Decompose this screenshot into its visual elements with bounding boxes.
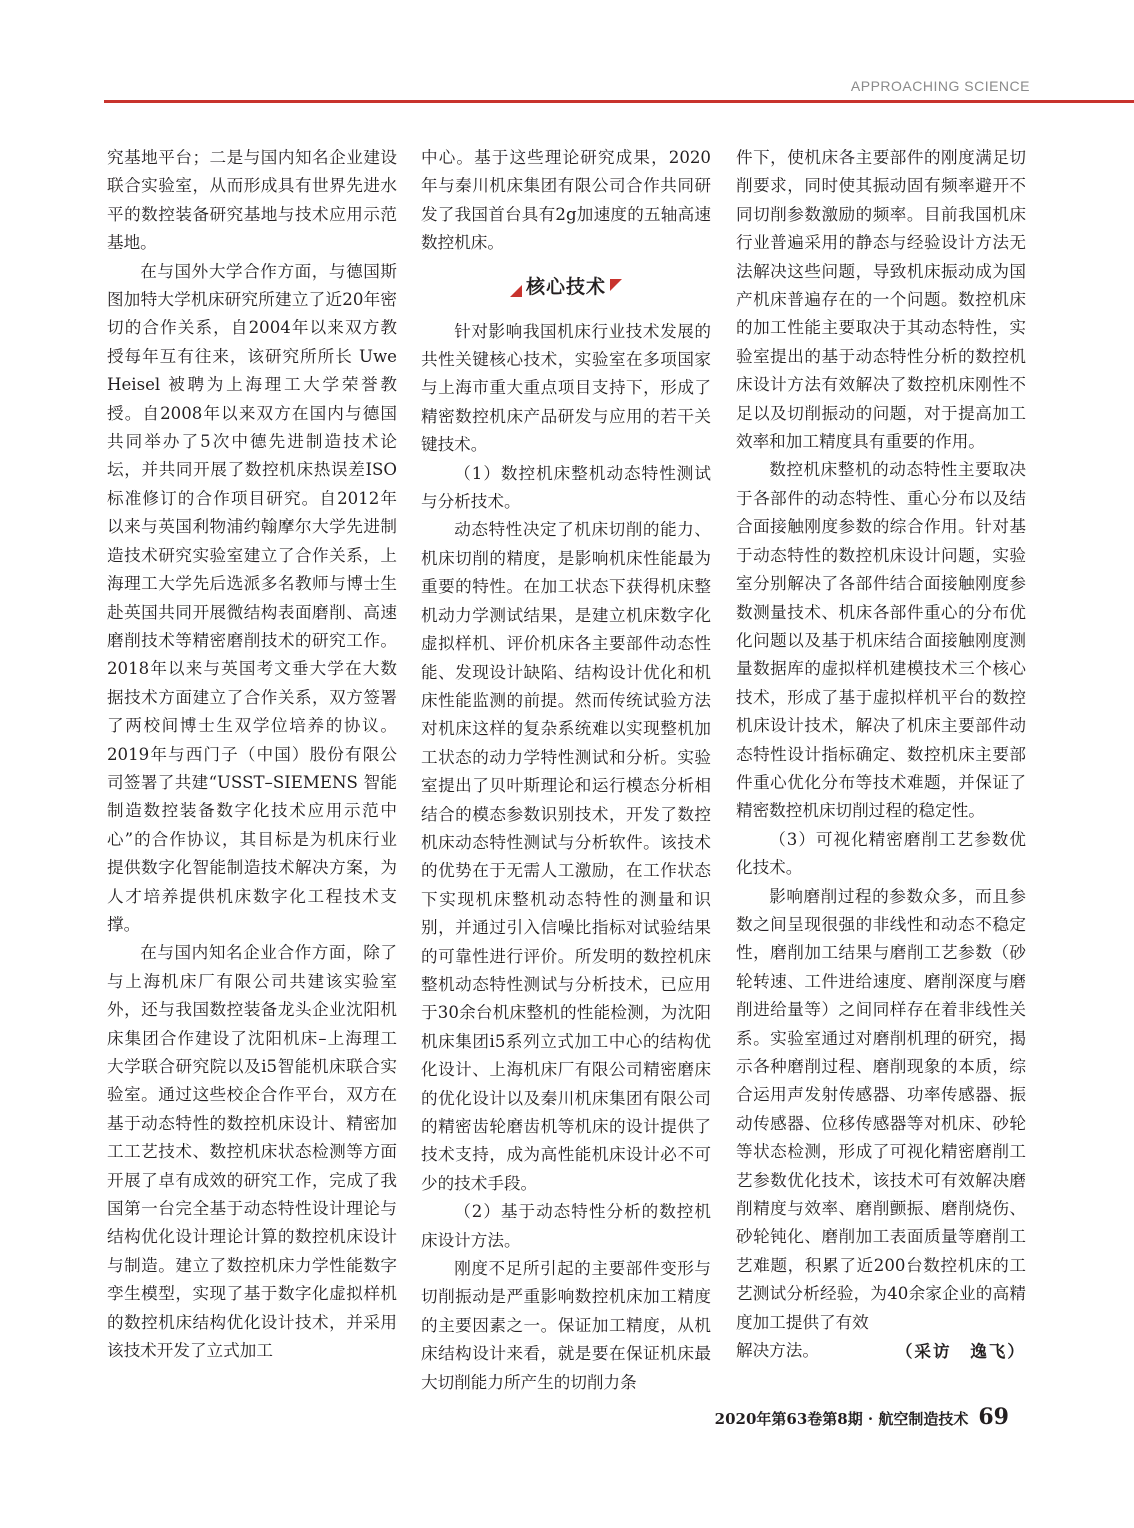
header-rule bbox=[104, 100, 1134, 103]
paragraph: 在与国内知名企业合作方面，除了与上海机床厂有限公司共建该实验室外，还与我国数控装备龙头企业沈阳机床集团合作建设了沈阳机床–上海理工大学联合研究院以及i5智能机床联合实验室。通过这些校企合作平台，双方在基于动态特性的数控机床设计、精密加工工艺技术、数控机床状态检测等方面开展了卓有成效的研究工作，完成了我国第一台完全基于动态特性设计理论与结构优化设计理论计算的数控机床设计与制造。建立了数控机床力学性能数字孪生模型，实现了基于数字化虚拟样机的数控机床结构优化设计技术，并采用该技术开发了立式加工 bbox=[107, 943, 397, 1361]
page-footer bbox=[715, 1404, 1009, 1430]
closing-line bbox=[736, 1337, 1026, 1365]
paragraph: 中心。基于这些理论研究成果，2020年与秦川机床集团有限公司合作共同研发了我国首台具有2g加速度的五轴高速数控机床。 bbox=[421, 148, 711, 253]
running-header: APPROACHING SCIENCE bbox=[850, 78, 1030, 94]
page-header bbox=[104, 0, 1134, 104]
column-2 bbox=[421, 144, 711, 1397]
journal-issue: 2020年第63卷第8期 · 航空制造技术 bbox=[714, 1410, 969, 1428]
column-3 bbox=[736, 144, 1026, 1365]
paragraph: 动态特性决定了机床切削的能力、机床切削的精度，是影响机床性能最为重要的特性。在加工状态下获得机床整机动力学测试结果，是建立机床数字化虚拟样机、评价机床各主要部件动态性能、发现设计缺陷、结构设计优化和机床性能监测的前提。然而传统试验方法对机床这样的复杂系统难以实现整机加工状态的动力学特性测试和分析。实验室提出了贝叶斯理论和运行模态分析相结合的模态参数识别技术，开发了数控机床动态特性测试与分析软件。该技术的优势在于无需人工激励，在工作状态下实现机床整机动态特性的测量和识别，并通过引入信噪比指标对试验结果的可靠性进行评价。所发明的数控机床整机动态特性测试与分析技术，已应用于30余台机床整机的性能检测，为沈阳机床集团i5系列立式加工中心的结构优化设计、上海机床厂有限公司精密磨床的优化设计以及秦川机床集团有限公司的精密齿轮磨齿机等机床的设计提供了技术支持，成为高性能机床设计必不可少的技术手段。 bbox=[421, 520, 711, 1193]
paragraph: 影响磨削过程的参数众多，而且参数之间呈现很强的非线性和动态不稳定性，磨削加工结果与磨削工艺参数（砂轮转速、工件进给速度、磨削深度与磨削进给量等）之间同样存在着非线性关系。实验室通过对磨削机理的研究，揭示各种磨削过程、磨削现象的本质，综合运用声发射传感器、功率传感器、振动传感器、位移传感器等对机床、砂轮等状态检测，形成了可视化精密磨削工艺参数优化技术，该技术可有效解决磨削精度与效率、磨削颤振、磨削烧伤、砂轮钝化、磨削加工表面质量等磨削工艺难题，积累了近200台数控机床的工艺测试分析经验，为40余家企业的高精度加工提供了有效 bbox=[736, 886, 1026, 1332]
column-1 bbox=[107, 144, 397, 1365]
corner-triangle-icon bbox=[510, 285, 522, 297]
paragraph: 刚度不足所引起的主要部件变形与切削振动是严重影响数控机床加工精度的主要因素之一。保证加工精度，从机床结构设计来看，就是要在保证机床最大切削能力所产生的切削力条 bbox=[421, 1259, 711, 1392]
paragraph: 件下，使机床各主要部件的刚度满足切削要求，同时使其振动固有频率避开不同切削参数激励的频率。目前我国机床行业普遍采用的静态与经验设计方法无法解决这些问题，导致机床振动成为国产机床普遍存在的一个问题。数控机床的加工性能主要取决于其动态特性，实验室提出的基于动态特性分析的数控机床设计方法有效解决了数控机床刚性不足以及切削振动的问题，对于提高加工效率和加工精度具有重要的作用。 bbox=[736, 148, 1026, 452]
byline: （采访 逸飞） bbox=[895, 1341, 1026, 1362]
section-heading bbox=[421, 258, 711, 318]
paragraph: 究基地平台；二是与国内知名企业建设联合实验室，从而形成具有世界先进水平的数控装备研究基地与技术应用示范基地。 bbox=[107, 148, 397, 253]
paragraph: 针对影响我国机床行业技术发展的共性关键核心技术，实验室在多项国家与上海市重大重点项目支持下，形成了精密数控机床产品研发与应用的若干关键技术。 bbox=[421, 321, 711, 455]
paragraph: 数控机床整机的动态特性主要取决于各部件的动态特性、重心分布以及结合面接触刚度参数的综合作用。针对基于动态特性的数控机床设计问题，实验室分别解决了各部件结合面接触刚度参数测量技术、机床各部件重心的分布优化问题以及基于机床结合面接触刚度测量数据库的虚拟样机建模技术三个核心技术，形成了基于虚拟样机平台的数控机床设计技术，解决了机床主要部件动态特性设计指标确定、数控机床主要部件重心优化分布等技术难题，并保证了精密数控机床切削过程的稳定性。 bbox=[736, 460, 1026, 821]
section-title: 核心技术 bbox=[525, 276, 606, 299]
page-number: 69 bbox=[978, 1404, 1009, 1430]
paragraph: 在与国外大学合作方面，与德国斯图加特大学机床研究所建立了近20年密切的合作关系，自2004年以来双方教授每年互有往来，该研究所所长 Uwe Heisel 被聘为上海理工大学荣誉教授。自2008年以来双方在国内与德国共同举办了5次中德先进制造技术论坛，并共同开展了数控机床热误差ISO标准修订的合作项目研究。自2012年以来与英国利物浦约翰摩尔大学先进制造技术研究实验室建立了合作关系，上海理工大学先后选派多名教师与博士生赴英国共同开展微结构表面磨削、高速磨削技术等精密磨削技术的研究工作。2018年以来与英国考文垂大学在大数据技术方面建立了合作关系，双方签署了两校间博士生双学位培养的协议。2019年与西门子（中国）股份有限公司签署了共建“USST–SIEMENS 智能制造数控装备数字化技术应用示范中心”的合作协议，其目标是为机床行业提供数字化智能制造技术解决方案，为人才培养提供机床数字化工程技术支撑。 bbox=[107, 261, 397, 934]
subheading: （2）基于动态特性分析的数控机床设计方法。 bbox=[421, 1202, 711, 1250]
paragraph-end: 解决方法。 bbox=[736, 1341, 819, 1361]
subheading: （3）可视化精密磨削工艺参数优化技术。 bbox=[736, 829, 1026, 878]
subheading: （1）数控机床整机动态特性测试与分析技术。 bbox=[421, 463, 711, 512]
corner-triangle-icon bbox=[610, 279, 622, 291]
